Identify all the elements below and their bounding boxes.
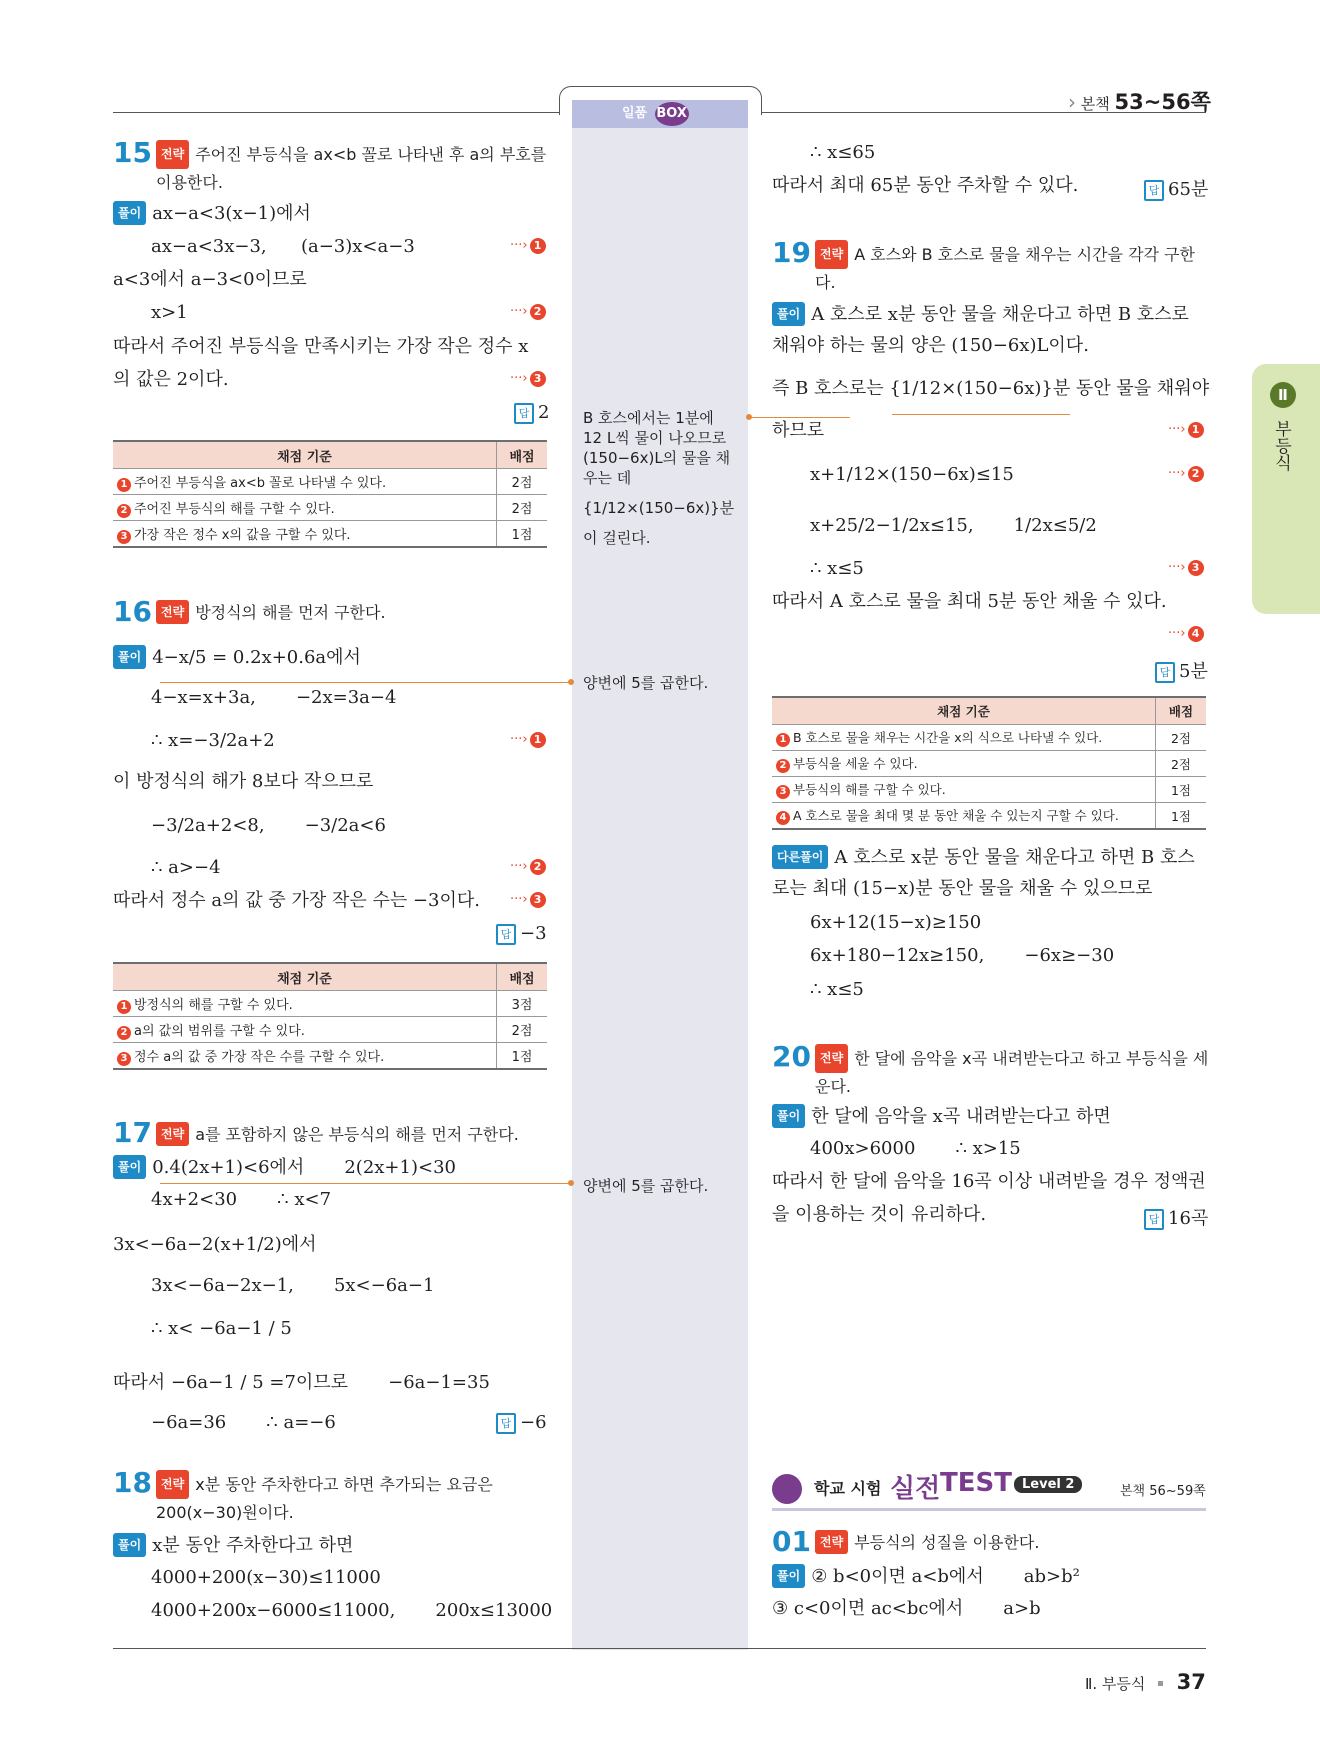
q16-mark-1: ···› 1 bbox=[510, 732, 546, 748]
sidebar-note-3: 양변에 5를 곱한다. bbox=[583, 1177, 709, 1195]
q16-line-3: ∴ x=−3/2a+2 bbox=[151, 730, 275, 751]
footer-page-number: 37 bbox=[1176, 1670, 1206, 1694]
table-cell: 가장 작은 정수 x의 값을 구할 수 있다. bbox=[134, 527, 351, 543]
q17-answer bbox=[496, 1412, 547, 1434]
note-line: {1/12×(150−6x)}분 bbox=[583, 499, 735, 517]
table-cell: 2점 bbox=[497, 469, 548, 495]
answer-icon: 답 bbox=[1144, 180, 1164, 201]
q15-line-3: a<3에서 a−3<0이므로 bbox=[113, 269, 307, 290]
box-label-ilpum: 일품 bbox=[622, 106, 648, 121]
q19-line-3: 즉 B 호스로는 {1/12×(150−6x)}분 동안 물을 채워야 bbox=[772, 378, 1210, 399]
table-row: 3 부등식의 해를 구할 수 있다. 1점 bbox=[772, 777, 1206, 803]
q18-answer-value: 65분 bbox=[1168, 179, 1209, 200]
q01-strategy-tag: 전략 bbox=[815, 1530, 848, 1554]
q19-alt-line-1-text: A 호스로 x분 동안 물을 채운다고 하면 B 호스 bbox=[834, 847, 1195, 868]
q18-answer bbox=[1144, 175, 1208, 201]
q18-number: 18 bbox=[113, 1466, 152, 1499]
q15-mark-3: ···› 3 bbox=[510, 371, 546, 387]
q19-score-table bbox=[772, 696, 1206, 830]
q16-line-4: 이 방정식의 해가 8보다 작으므로 bbox=[113, 771, 374, 792]
q19-mark-2: ···› 2 bbox=[1168, 466, 1204, 482]
q17-solution-tag: 풀이 bbox=[113, 1155, 146, 1179]
q17-strategy-text: a를 포함하지 않은 부등식의 해를 먼저 구한다. bbox=[195, 1125, 519, 1144]
q16-leader-dot bbox=[568, 679, 574, 685]
q17-number: 17 bbox=[113, 1116, 152, 1149]
q19-line-1 bbox=[772, 302, 1189, 326]
q19-mark-4: ···› 4 bbox=[1168, 626, 1204, 642]
footer-separator bbox=[1158, 1681, 1163, 1686]
test-section-title-b: TEST bbox=[940, 1468, 1012, 1498]
q15-mark-2: ···› 2 bbox=[510, 304, 546, 320]
q18-strategy bbox=[156, 1470, 556, 1526]
test-section-header bbox=[772, 1468, 1206, 1511]
q20-line-3: 따라서 한 달에 음악을 16곡 이상 내려받을 경우 정액권 bbox=[772, 1171, 1206, 1192]
q15-solution-tag: 풀이 bbox=[113, 201, 146, 225]
q17-line-4: 3x<−6a−2x−1, 5x<−6a−1 bbox=[151, 1275, 435, 1296]
note-line: B 호스에서는 1분에 bbox=[583, 409, 714, 427]
q01-strategy bbox=[815, 1530, 1039, 1554]
q15-number: 15 bbox=[113, 136, 152, 169]
q15-answer-value: 2 bbox=[538, 402, 550, 423]
q17-answer-value: −6 bbox=[520, 1412, 547, 1433]
q16-strategy-tag: 전략 bbox=[156, 600, 189, 624]
q01-line-1 bbox=[772, 1564, 1080, 1588]
table-header: 배점 bbox=[1156, 697, 1207, 725]
q01-solution-tag: 풀이 bbox=[772, 1564, 805, 1588]
chevron-right-icon: › bbox=[1068, 90, 1076, 114]
q16-answer bbox=[496, 923, 547, 945]
q17-leader-dot bbox=[568, 1180, 574, 1186]
q16-line-1-text: 4−x/5 = 0.2x+0.6a에서 bbox=[152, 647, 361, 668]
q15-answer bbox=[514, 402, 549, 424]
answer-icon: 답 bbox=[496, 924, 516, 945]
q01-strategy-text: 부등식의 성질을 이용한다. bbox=[854, 1533, 1040, 1552]
q19-strategy bbox=[815, 240, 1210, 296]
chapter-side-tab bbox=[1252, 364, 1320, 614]
q20-strategy bbox=[815, 1044, 1210, 1100]
q19-answer bbox=[1155, 657, 1208, 683]
table-cell: 부등식의 해를 구할 수 있다. bbox=[793, 782, 946, 797]
answer-icon: 답 bbox=[514, 403, 534, 424]
q19-strategy-text: A 호스와 B 호스로 물을 채우는 시간을 각각 구한다. bbox=[815, 245, 1196, 292]
q19-line-4: 하므로 bbox=[772, 420, 825, 441]
q16-mark-3: ···› 3 bbox=[510, 892, 546, 908]
q16-strategy bbox=[156, 600, 386, 624]
q19-line-1-text: A 호스로 x분 동안 물을 채운다고 하면 B 호스로 bbox=[811, 304, 1189, 325]
table-row: 3 정수 a의 값 중 가장 작은 수를 구할 수 있다. 1점 bbox=[113, 1043, 547, 1070]
q16-leader-line bbox=[160, 682, 570, 683]
sidebar-note-1 bbox=[583, 408, 743, 548]
q19-mark-3: ···› 3 bbox=[1168, 560, 1204, 576]
test-section-ref: 본책 56~59쪽 bbox=[1120, 1484, 1206, 1499]
table-cell: 2점 bbox=[1156, 725, 1207, 751]
q15-line-6: 의 값은 2이다. bbox=[113, 369, 229, 390]
table-cell: 2점 bbox=[497, 1017, 548, 1043]
q20-line-1-text: 한 달에 음악을 x곡 내려받는다고 하면 bbox=[811, 1106, 1111, 1127]
table-cell: 1점 bbox=[497, 521, 548, 548]
q17-line-5: ∴ x< −6a−1 / 5 bbox=[151, 1318, 292, 1339]
q18-line-2: 4000+200(x−30)≤11000 bbox=[151, 1567, 381, 1588]
q15-line-4: x>1 bbox=[151, 302, 188, 323]
table-header: 배점 bbox=[497, 441, 548, 469]
table-cell: 1점 bbox=[497, 1043, 548, 1070]
q19-answer-value: 5분 bbox=[1179, 661, 1208, 682]
table-row: 2 부등식을 세울 수 있다. 2점 bbox=[772, 751, 1206, 777]
table-row: 3 가장 작은 정수 x의 값을 구할 수 있다. 1점 bbox=[113, 521, 547, 548]
q19-line-7: ∴ x≤5 bbox=[810, 558, 864, 579]
table-row: 2 주어진 부등식의 해를 구할 수 있다. 2점 bbox=[113, 495, 547, 521]
q16-line-6: ∴ a>−4 bbox=[151, 857, 221, 878]
q18-strategy-tag: 전략 bbox=[156, 1470, 189, 1499]
q16-answer-value: −3 bbox=[520, 923, 547, 944]
q01-line-1-text: ② b<0이면 a<b에서 ab>b² bbox=[811, 1566, 1080, 1587]
answer-icon: 답 bbox=[496, 1413, 516, 1434]
q19-alt-line-3: 6x+12(15−x)≥150 bbox=[810, 912, 982, 933]
footer bbox=[1085, 1670, 1206, 1694]
header-ref-pages: 53~56쪽 bbox=[1114, 90, 1211, 114]
q15-strategy bbox=[156, 140, 556, 196]
q16-line-2: 4−x=x+3a, −2x=3a−4 bbox=[151, 687, 397, 708]
table-cell: 3점 bbox=[497, 991, 548, 1017]
table-header: 채점 기준 bbox=[113, 963, 497, 991]
q19-line-5: x+1/12×(150−6x)≤15 bbox=[810, 464, 1014, 485]
box-label bbox=[622, 102, 689, 126]
table-cell: 2점 bbox=[1156, 751, 1207, 777]
note-line: (150−6x)L의 물을 채 bbox=[583, 449, 731, 467]
q20-number: 20 bbox=[772, 1040, 811, 1073]
q01-number: 01 bbox=[772, 1525, 811, 1558]
table-header: 배점 bbox=[497, 963, 548, 991]
q18-line-1 bbox=[113, 1533, 353, 1557]
q16-line-1 bbox=[113, 645, 361, 669]
test-section-prefix: 학교 시험 bbox=[814, 1479, 882, 1498]
q18-line-4: ∴ x≤65 bbox=[810, 142, 876, 163]
table-header: 채점 기준 bbox=[113, 441, 497, 469]
table-cell: 2점 bbox=[497, 495, 548, 521]
q19-alt-line-2: 로는 최대 (15−x)분 동안 물을 채울 수 있으므로 bbox=[772, 878, 1153, 899]
q15-line-1 bbox=[113, 201, 311, 225]
q16-score-table bbox=[113, 962, 547, 1070]
q15-line-1-text: ax−a<3(x−1)에서 bbox=[152, 203, 311, 224]
q18-line-5: 따라서 최대 65분 동안 주차할 수 있다. bbox=[772, 175, 1079, 196]
note-line: 이 걸린다. bbox=[583, 529, 651, 547]
table-row: 1 주어진 부등식을 ax<b 꼴로 나타낼 수 있다. 2점 bbox=[113, 469, 547, 495]
q20-line-2: 400x>6000 ∴ x>15 bbox=[810, 1138, 1021, 1159]
q19-mark-1: ···› 1 bbox=[1168, 422, 1204, 438]
q17-strategy-tag: 전략 bbox=[156, 1122, 189, 1146]
table-cell: 부등식을 세울 수 있다. bbox=[793, 756, 918, 771]
table-cell: a의 값의 범위를 구할 수 있다. bbox=[134, 1023, 305, 1039]
q20-answer bbox=[1144, 1204, 1208, 1230]
q16-mark-2: ···› 2 bbox=[510, 859, 546, 875]
note-line: 우는 데 bbox=[583, 469, 632, 487]
side-tab-label: 부등식 bbox=[1271, 420, 1291, 471]
q17-line-7: −6a=36 ∴ a=−6 bbox=[151, 1412, 336, 1433]
table-cell: 1점 bbox=[1156, 803, 1207, 830]
q19-number: 19 bbox=[772, 236, 811, 269]
table-row: 2 a의 값의 범위를 구할 수 있다. 2점 bbox=[113, 1017, 547, 1043]
note1-leader-line bbox=[750, 417, 850, 418]
box-label-box: BOX bbox=[655, 102, 689, 126]
q19-underline bbox=[892, 414, 1070, 415]
answer-icon: 답 bbox=[1155, 662, 1175, 683]
table-row: 1 B 호스로 물을 채우는 시간을 x의 식으로 나타낼 수 있다. 2점 bbox=[772, 725, 1206, 751]
note-line: 12 L씩 물이 나오므로 bbox=[583, 429, 727, 447]
q15-mark-1: ···› 1 bbox=[510, 238, 546, 254]
table-cell: 정수 a의 값 중 가장 작은 수를 구할 수 있다. bbox=[134, 1049, 385, 1065]
q18-line-1-text: x분 동안 주차한다고 하면 bbox=[152, 1535, 354, 1556]
sidebar-note-2: 양변에 5를 곱한다. bbox=[583, 674, 709, 692]
side-tab-roman: Ⅱ bbox=[1270, 382, 1296, 408]
q17-leader-line bbox=[160, 1183, 570, 1184]
q15-strategy-tag: 전략 bbox=[156, 140, 189, 169]
table-header: 채점 기준 bbox=[772, 697, 1156, 725]
q19-line-6: x+25/2−1/2x≤15, 1/2x≤5/2 bbox=[810, 515, 1097, 536]
q19-strategy-tag: 전략 bbox=[815, 240, 848, 269]
q18-line-3: 4000+200x−6000≤11000, 200x≤13000 bbox=[151, 1600, 553, 1621]
q19-line-2: 채워야 하는 물의 양은 (150−6x)L이다. bbox=[772, 335, 1089, 356]
q17-strategy bbox=[156, 1122, 519, 1146]
q17-line-3: 3x<−6a−2(x+1/2)에서 bbox=[113, 1234, 317, 1255]
header-page-ref bbox=[1068, 86, 1211, 116]
q15-strategy-text: 주어진 부등식을 ax<b 꼴로 나타낸 후 a의 부호를 이용한다. bbox=[156, 145, 547, 192]
q17-line-1 bbox=[113, 1155, 456, 1179]
q19-alt-line-1 bbox=[772, 845, 1195, 869]
q19-solution-tag: 풀이 bbox=[772, 302, 805, 326]
table-cell: 1점 bbox=[1156, 777, 1207, 803]
header-ref-label: 본책 bbox=[1080, 95, 1110, 113]
table-cell: 방정식의 해를 구할 수 있다. bbox=[134, 997, 293, 1013]
q19-alt-tag: 다른풀이 bbox=[772, 845, 828, 869]
q16-line-7: 따라서 정수 a의 값 중 가장 작은 수는 −3이다. bbox=[113, 890, 480, 911]
q17-line-1-text: 0.4(2x+1)<6에서 2(2x+1)<30 bbox=[152, 1157, 456, 1178]
table-row: 1 방정식의 해를 구할 수 있다. 3점 bbox=[113, 991, 547, 1017]
q15-score-table bbox=[113, 440, 547, 548]
q20-line-4: 을 이용하는 것이 유리하다. bbox=[772, 1204, 987, 1225]
q18-solution-tag: 풀이 bbox=[113, 1533, 146, 1557]
q16-strategy-text: 방정식의 해를 먼저 구한다. bbox=[195, 603, 386, 622]
test-section-title-a: 실전 bbox=[890, 1474, 941, 1504]
q19-alt-line-4: 6x+180−12x≥150, −6x≥−30 bbox=[810, 945, 1115, 966]
footer-rule bbox=[113, 1648, 1206, 1649]
q20-line-1 bbox=[772, 1104, 1111, 1128]
q20-solution-tag: 풀이 bbox=[772, 1104, 805, 1128]
q19-alt-line-5: ∴ x≤5 bbox=[810, 979, 864, 1000]
table-cell: A 호스로 물을 최대 몇 분 동안 채울 수 있는지 구할 수 있다. bbox=[793, 808, 1119, 823]
q19-line-8: 따라서 A 호스로 물을 최대 5분 동안 채울 수 있다. bbox=[772, 591, 1167, 612]
test-section-level: Level 2 bbox=[1014, 1476, 1082, 1493]
q20-strategy-tag: 전략 bbox=[815, 1044, 848, 1073]
table-cell: 주어진 부등식의 해를 구할 수 있다. bbox=[134, 501, 335, 517]
footer-chapter: Ⅱ. 부등식 bbox=[1085, 1675, 1146, 1693]
q15-line-5: 따라서 주어진 부등식을 만족시키는 가장 작은 정수 x bbox=[113, 336, 529, 357]
test-section-bullet bbox=[772, 1474, 802, 1504]
q01-line-2: ③ c<0이면 ac<bc에서 a>b bbox=[772, 1598, 1041, 1619]
table-row: 4 A 호스로 물을 최대 몇 분 동안 채울 수 있는지 구할 수 있다. 1점 bbox=[772, 803, 1206, 830]
q15-line-2: ax−a<3x−3, (a−3)x<a−3 bbox=[151, 236, 415, 257]
q18-strategy-text: x분 동안 주차한다고 하면 추가되는 요금은 200(x−30)원이다. bbox=[156, 1475, 493, 1522]
table-cell: 주어진 부등식을 ax<b 꼴로 나타낼 수 있다. bbox=[134, 475, 387, 491]
q16-number: 16 bbox=[113, 595, 152, 628]
q17-line-2: 4x+2<30 ∴ x<7 bbox=[151, 1189, 332, 1210]
q16-line-5: −3/2a+2<8, −3/2a<6 bbox=[151, 815, 386, 836]
sidebar-column bbox=[572, 100, 748, 1650]
answer-icon: 답 bbox=[1144, 1209, 1164, 1230]
table-cell: B 호스로 물을 채우는 시간을 x의 식으로 나타낼 수 있다. bbox=[793, 730, 1103, 745]
q20-answer-value: 16곡 bbox=[1168, 1208, 1209, 1229]
q17-line-6: 따라서 −6a−1 / 5 =7이므로 −6a−1=35 bbox=[113, 1372, 490, 1393]
q16-solution-tag: 풀이 bbox=[113, 645, 146, 669]
header-rule bbox=[113, 112, 559, 113]
q20-strategy-text: 한 달에 음악을 x곡 내려받는다고 하고 부등식을 세운다. bbox=[815, 1049, 1209, 1096]
